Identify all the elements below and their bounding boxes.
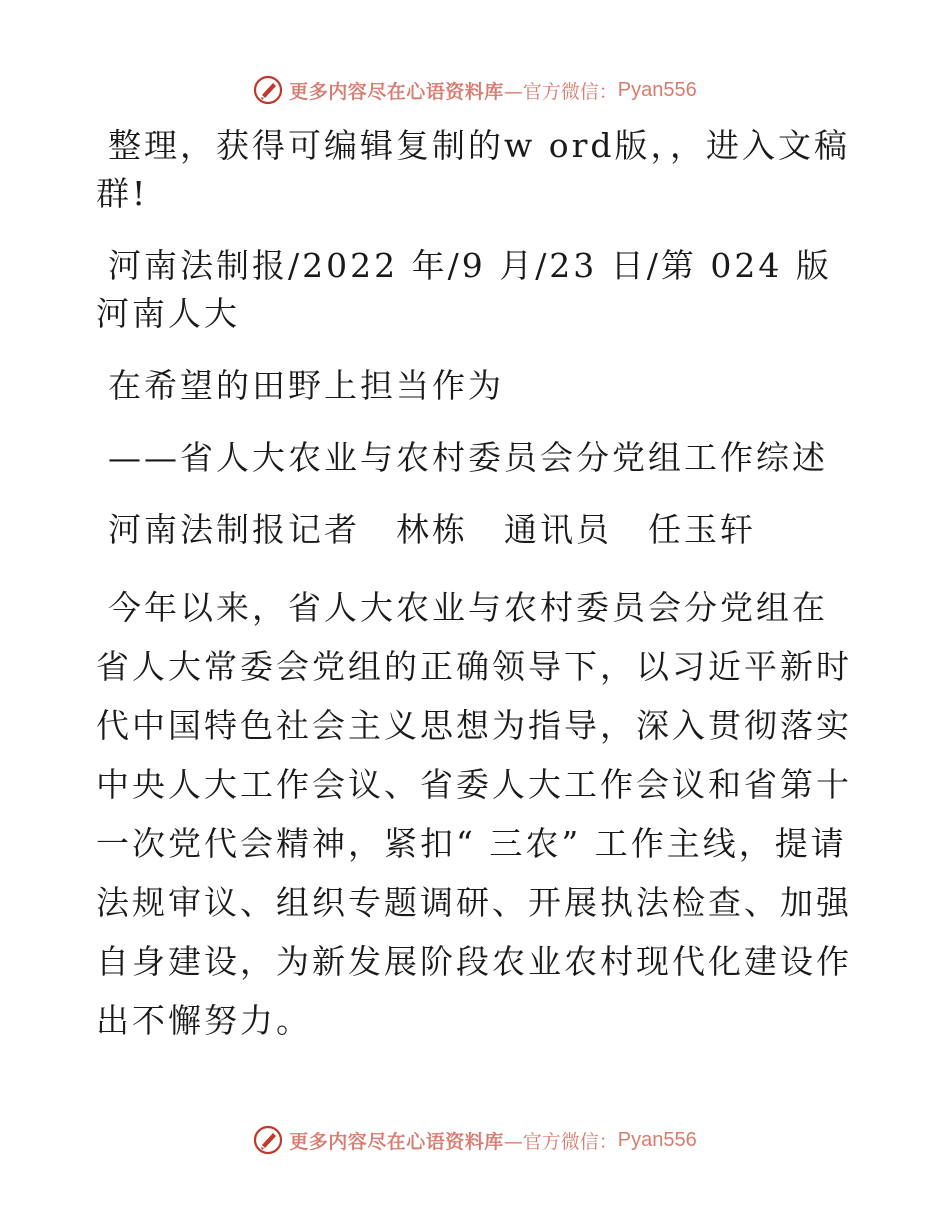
byline: 河南法制报记者 林栋 通讯员 任玉轩: [108, 510, 756, 549]
header-watermark: [0, 70, 950, 110]
brand-logo-icon: [253, 1125, 283, 1155]
source-line: 河南法制报/2022 年/9 月/23 日/第 024 版河南人大: [96, 246, 832, 333]
article-subtitle: ——省人大农业与农村委员会分党组工作综述: [108, 438, 828, 477]
document-body: [96, 122, 856, 1050]
body-paragraph: 今年以来，省人大农业与农村委员会分党组在省人大常委会党组的正确领导下，以习近平新时代中国特色社会主义思想为指导，深入贯彻落实中央人大工作会议、省委人大工作会议和省第十一次党代会精神，紧扣“ 三农” 工作主线，提请法规审议、组织专题调研、开展执法检查、加强自身建设，为新发展阶段农业农村现代化建设作出不懈努力。: [96, 588, 852, 1040]
brand-logo-icon: [253, 75, 283, 105]
watermark-wechat-id: Pyan556: [617, 1128, 697, 1151]
watermark-main-text: 更多内容尽在心语资料库: [289, 1130, 504, 1153]
watermark-sub-text: —官方微信：: [503, 1130, 618, 1153]
watermark-main-text: 更多内容尽在心语资料库: [289, 80, 504, 103]
watermark-sub-text: —官方微信：: [503, 80, 618, 103]
footer-watermark: [0, 1120, 950, 1160]
article-title: 在希望的田野上担当作为: [108, 366, 504, 405]
intro-line: 整理，获得可编辑复制的w ord版，，进入文稿群!: [96, 126, 851, 213]
watermark-wechat-id: Pyan556: [617, 78, 697, 101]
